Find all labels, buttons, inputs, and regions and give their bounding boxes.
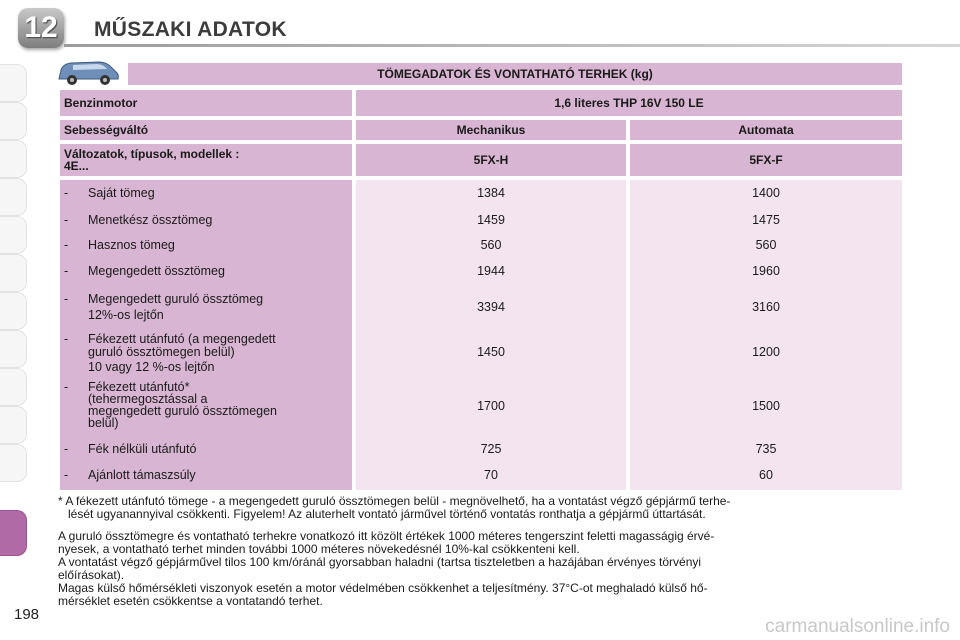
chapter-tab[interactable]	[0, 292, 27, 330]
row-value-auto: 560	[755, 238, 777, 252]
row-label: megengedett guruló össztömegen	[88, 404, 278, 418]
row-value-auto: 3160	[752, 300, 780, 314]
row-value-manual: 1459	[477, 213, 505, 227]
row-label: Fékezett utánfutó*	[88, 380, 190, 394]
gearbox-row	[60, 120, 902, 140]
row-dash: -	[64, 264, 69, 278]
page-number: 198	[14, 606, 40, 623]
footnote-line: lését ugyanannyival csökkenti. Figyelem! Az aluterhelt vontató járművel történő vontatás ronthatja a gépjármű úttartását.	[68, 507, 706, 521]
chapter-tab[interactable]	[0, 178, 27, 216]
row-dash: -	[64, 468, 69, 482]
row-sublabel: 10 vagy 12 %-os lejtőn	[88, 360, 215, 374]
variants-label-line: Változatok, típusok, modellek :	[64, 147, 240, 161]
table-title: TÖMEGADATOK ÉS VONTATHATÓ TERHEK (kg)	[128, 63, 902, 85]
row-label: Megengedett guruló össztömeg	[88, 292, 264, 306]
row-value-manual: 1384	[477, 186, 505, 200]
paragraph-line: A vontatást végző gépjárművel tilos 100 km/óránál gyorsabban haladni (tartsa tiszteletben a hazájában érvényes törvényi	[58, 555, 702, 569]
footnote	[58, 495, 904, 521]
row-value-manual: 1700	[477, 399, 505, 413]
gearbox-manual: Mechanikus	[356, 120, 626, 140]
row-dash: -	[64, 186, 69, 200]
row-label: belül)	[88, 416, 119, 430]
row-label: Saját tömeg	[88, 186, 155, 200]
chapter-tab[interactable]	[0, 64, 27, 102]
row-dash: -	[64, 332, 69, 346]
row-dash: -	[64, 213, 69, 227]
row-value-manual: 725	[480, 442, 502, 456]
row-label: Fék nélküli utánfutó	[88, 442, 197, 456]
chapter-number-badge: 12	[18, 8, 64, 48]
row-value-manual: 3394	[477, 300, 505, 314]
variant-auto: 5FX-F	[630, 144, 902, 176]
paragraph-line: mérséklet esetén csökkentse a vontatandó terhet.	[58, 594, 323, 608]
row-value-auto: 1475	[752, 213, 780, 227]
row-dash: -	[64, 442, 69, 456]
row-label: Menetkész össztömeg	[88, 213, 213, 227]
variants-label-line: 4E...	[64, 159, 89, 173]
row-label: guruló össztömegen belül)	[88, 345, 235, 359]
chapter-tab[interactable]	[0, 216, 27, 254]
row-value-auto: 1960	[752, 264, 780, 278]
row-value-manual: 1944	[477, 264, 505, 278]
variant-manual: 5FX-H	[356, 144, 626, 176]
paragraph-temperature	[58, 582, 904, 608]
gearbox-label: Sebességváltó	[60, 120, 352, 140]
row-label: Ajánlott támaszsúly	[88, 468, 196, 482]
chapter-tab[interactable]	[0, 406, 27, 444]
gearbox-auto: Automata	[630, 120, 902, 140]
row-value-auto: 1500	[752, 399, 780, 413]
row-dash: -	[64, 238, 69, 252]
variants-row	[60, 144, 902, 176]
car-icon	[55, 57, 121, 87]
page-title: MŰSZAKI ADATOK	[94, 18, 287, 41]
chapter-tab-active[interactable]	[0, 510, 27, 556]
engine-row	[60, 90, 902, 116]
title-rule	[64, 44, 960, 47]
chapter-tab[interactable]	[0, 140, 27, 178]
row-dash: -	[64, 292, 69, 306]
row-value-manual: 560	[480, 238, 502, 252]
row-sublabel: 12%-os lejtőn	[88, 308, 164, 322]
row-value-auto: 735	[755, 442, 777, 456]
row-value-auto: 1200	[752, 345, 780, 359]
variants-label	[60, 144, 352, 176]
paragraph-line: A guruló össztömegre és vontatható terhekre vonatkozó itt közölt értékek 1000 méteres tengerszint feletti magasságig érvé-	[58, 529, 715, 543]
paragraph-line: nyesek, a vontatható terhet minden további 1000 méteres növekedésnél 10%-kal csökkenteni kell.	[58, 542, 580, 556]
paragraph-line: Magas külső hőmérsékleti viszonyok esetén a motor védelmében csökkenhet a teljesítmény. 37°C-ot meghaladó külső hő-	[58, 581, 708, 595]
row-dash: -	[64, 380, 69, 394]
row-value-auto: 1400	[752, 186, 780, 200]
row-label: Hasznos tömeg	[88, 238, 175, 252]
chapter-tab[interactable]	[0, 254, 27, 292]
footnote-line: * A fékezett utánfutó tömege - a megengedett guruló össztömegen belül - megnövelhető, ha a vontatást végző gépjármű terhe-	[58, 494, 731, 508]
row-value-manual: 1450	[477, 345, 505, 359]
engine-label: Benzinmotor	[60, 90, 352, 116]
row-label: (tehermegosztással a	[88, 392, 208, 406]
row-label: Fékezett utánfutó (a megengedett	[88, 332, 276, 346]
watermark: carmanualsonline.info	[765, 616, 950, 637]
chapter-tab[interactable]	[0, 102, 27, 140]
chapter-tab[interactable]	[0, 444, 27, 482]
paragraph-speed	[58, 556, 904, 582]
paragraph-line: előírásokat).	[58, 568, 125, 582]
chapter-tab[interactable]	[0, 368, 27, 406]
row-value-auto: 60	[759, 468, 773, 482]
row-label: Megengedett össztömeg	[88, 264, 225, 278]
engine-value: 1,6 literes THP 16V 150 LE	[356, 90, 902, 116]
paragraph-altitude	[58, 530, 904, 556]
row-value-manual: 70	[484, 468, 498, 482]
chapter-tab[interactable]	[0, 330, 27, 368]
